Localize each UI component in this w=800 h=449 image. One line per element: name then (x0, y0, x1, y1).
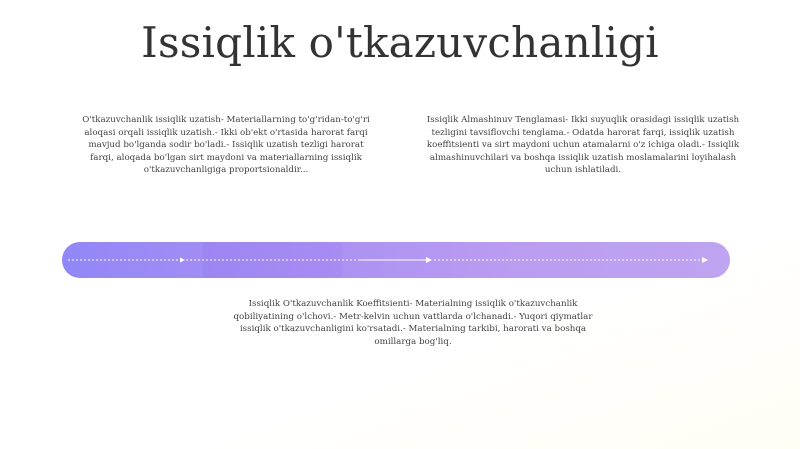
slide-title: Issiqlik o'tkazuvchanligi (141, 18, 659, 67)
text-block-conduction: O'tkazuvchanlik issiqlik uzatish- Materiallarning to'g'ridan-to'g'ri aloqasi orqali issiqlik uzatish.- Ikki ob'ekt o'rtasida harorat farqi mavjud bo'lganda sodir bo'ladi.- Issiqlik uzatish tezligi harorat farqi, aloqada bo'lgan sirt maydoni va materiallarning issiqlik o'tkazuvchanligiga proportsionaldir... (82, 115, 370, 176)
timeline-bar (62, 242, 730, 278)
text-block-conductivity-coefficient: Issiqlik O'tkazuvchanlik Koeffitsienti- Materialning issiqlik o'tkazuvchanlik qobiliyatining o'lchovi.- Metr-kelvin uchun vattlarda o'lchanadi.- Yuqori qiymatlar issiqlik o'tkazuvchanligini ko'rsatadi.- Materialning tarkibi, harorati va boshqa omillarga bog'liq. (233, 299, 593, 347)
text-block-heat-exchange-equation: Issiqlik Almashinuv Tenglamasi- Ikki suyuqlik orasidagi issiqlik uzatish tezligini tavsiflovchi tenglama.- Odatda harorat farqi, issiqlik uzatish koeffitsienti va sirt maydoni uchun atamalarni o'z ichiga oladi.- Issiqlik almashinuvchilari va boshqa issiqlik uzatish moslamalarini loyihalash uchun ishlatiladi. (426, 115, 740, 176)
timeline-arrows (62, 242, 730, 278)
